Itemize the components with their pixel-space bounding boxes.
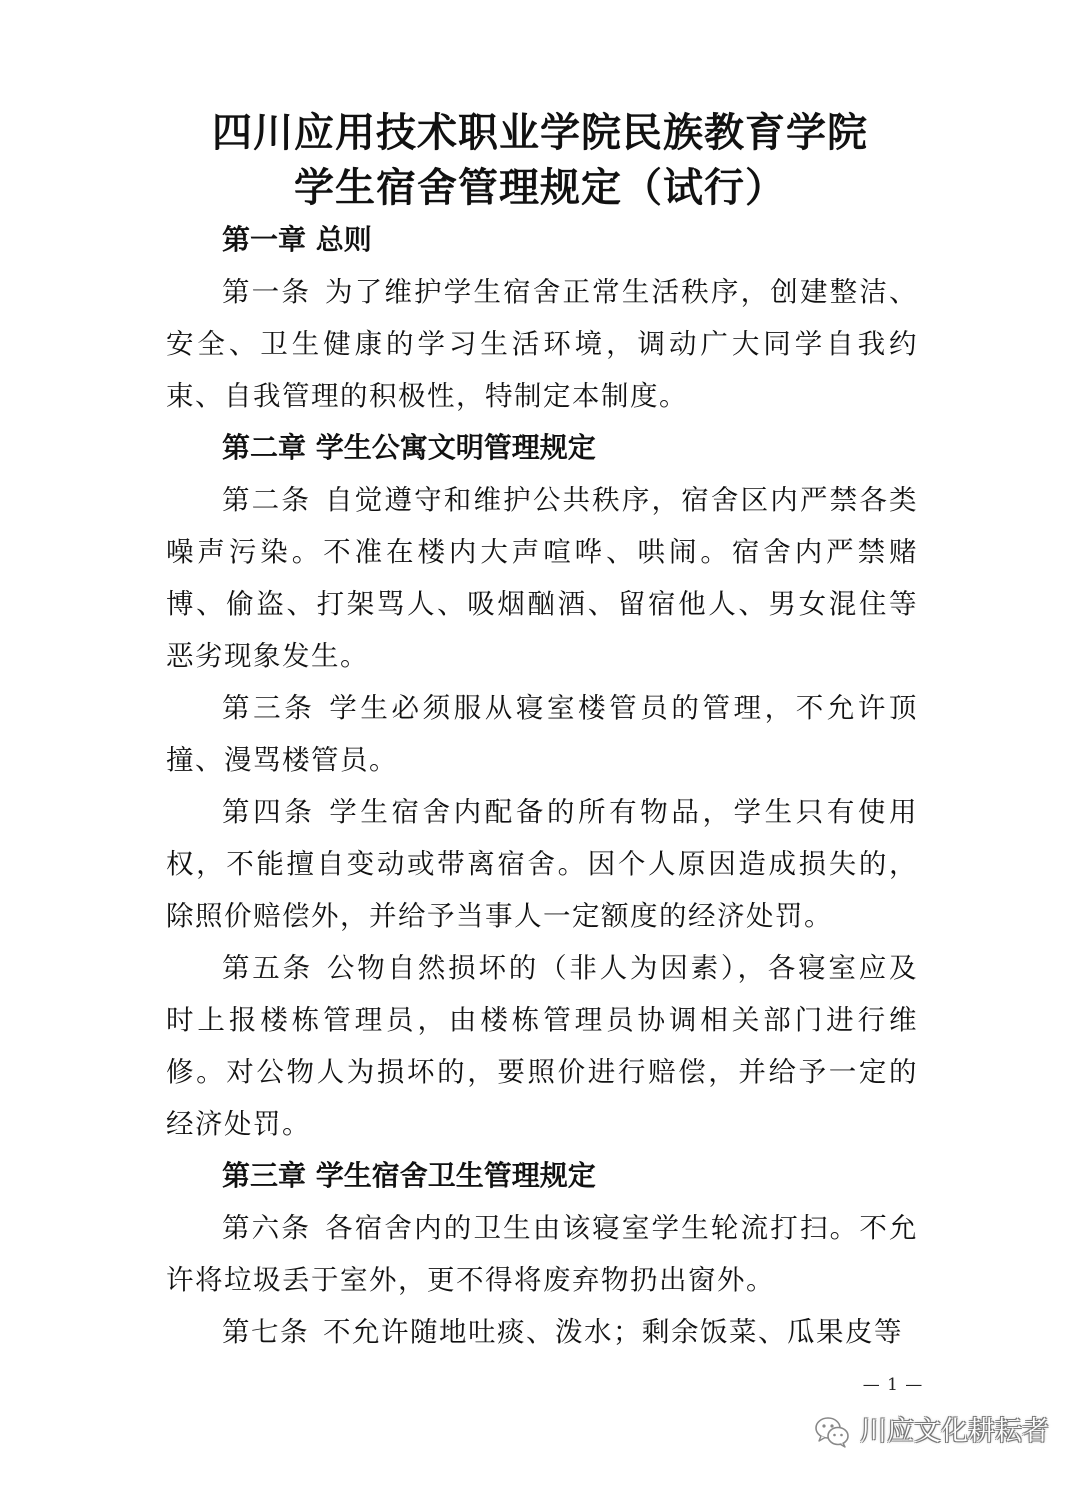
document-title-line2: 学生宿舍管理规定（试行） — [294, 164, 786, 211]
article-1 — [166, 266, 918, 422]
chapter-heading-2: 第二章 学生公寓文明管理规定 — [222, 431, 596, 464]
article-label: 第五条 — [222, 952, 313, 984]
watermark-text: 川应文化耕耘者 — [860, 1416, 1049, 1447]
article-4 — [166, 786, 918, 942]
article-3 — [166, 682, 918, 786]
chapter-heading-3: 第三章 学生宿舍卫生管理规定 — [222, 1159, 596, 1192]
article-label: 第四条 — [222, 796, 316, 828]
article-6 — [166, 1202, 918, 1306]
article-label: 第六条 — [222, 1212, 312, 1244]
article-label: 第七条 — [222, 1316, 309, 1348]
article-7 — [166, 1306, 918, 1358]
article-text: 不允许随地吐痰、泼水；剩余饭菜、瓜果皮等 — [323, 1316, 903, 1348]
article-text: 为了维护学生宿舍正常生活秩序，创建整洁、安全、卫生健康的学习生活环境，调动广大同学自我约束、自我管理的积极性，特制定本制度。 — [166, 276, 918, 412]
article-label: 第二条 — [222, 484, 312, 516]
wechat-icon — [812, 1412, 852, 1452]
article-2 — [166, 474, 918, 682]
article-text: 自觉遵守和维护公共秩序，宿舍区内严禁各类噪声污染。不准在楼内大声喧哗、哄闹。宿舍内严禁赌博、偷盗、打架骂人、吸烟酗酒、留宿他人、男女混住等恶劣现象发生。 — [166, 484, 918, 672]
chapter-heading-1: 第一章 总则 — [222, 223, 372, 256]
document-title-line1: 四川应用技术职业学院民族教育学院 — [212, 109, 868, 156]
article-5 — [166, 942, 918, 1150]
article-text: 各宿舍内的卫生由该寝室学生轮流打扫。不允许将垃圾丢于室外，更不得将废弃物扔出窗外。 — [166, 1212, 918, 1296]
article-label: 第一条 — [222, 276, 312, 308]
watermark — [812, 1406, 1049, 1458]
document-body — [166, 214, 918, 1358]
page-number: — 1 — — [862, 1375, 924, 1395]
article-label: 第三条 — [222, 692, 316, 724]
article-text: 学生宿舍内配备的所有物品，学生只有使用权，不能擅自变动或带离宿舍。因个人原因造成损失的，除照价赔偿外，并给予当事人一定额度的经济处罚。 — [166, 796, 919, 932]
article-text: 公物自然损坏的（非人为因素），各寝室应及时上报楼栋管理员，由楼栋管理员协调相关部门进行维修。对公物人为损坏的，要照价进行赔偿，并给予一定的经济处罚。 — [166, 952, 918, 1140]
article-text: 学生必须服从寝室楼管员的管理，不允许顶撞、漫骂楼管员。 — [166, 692, 919, 776]
